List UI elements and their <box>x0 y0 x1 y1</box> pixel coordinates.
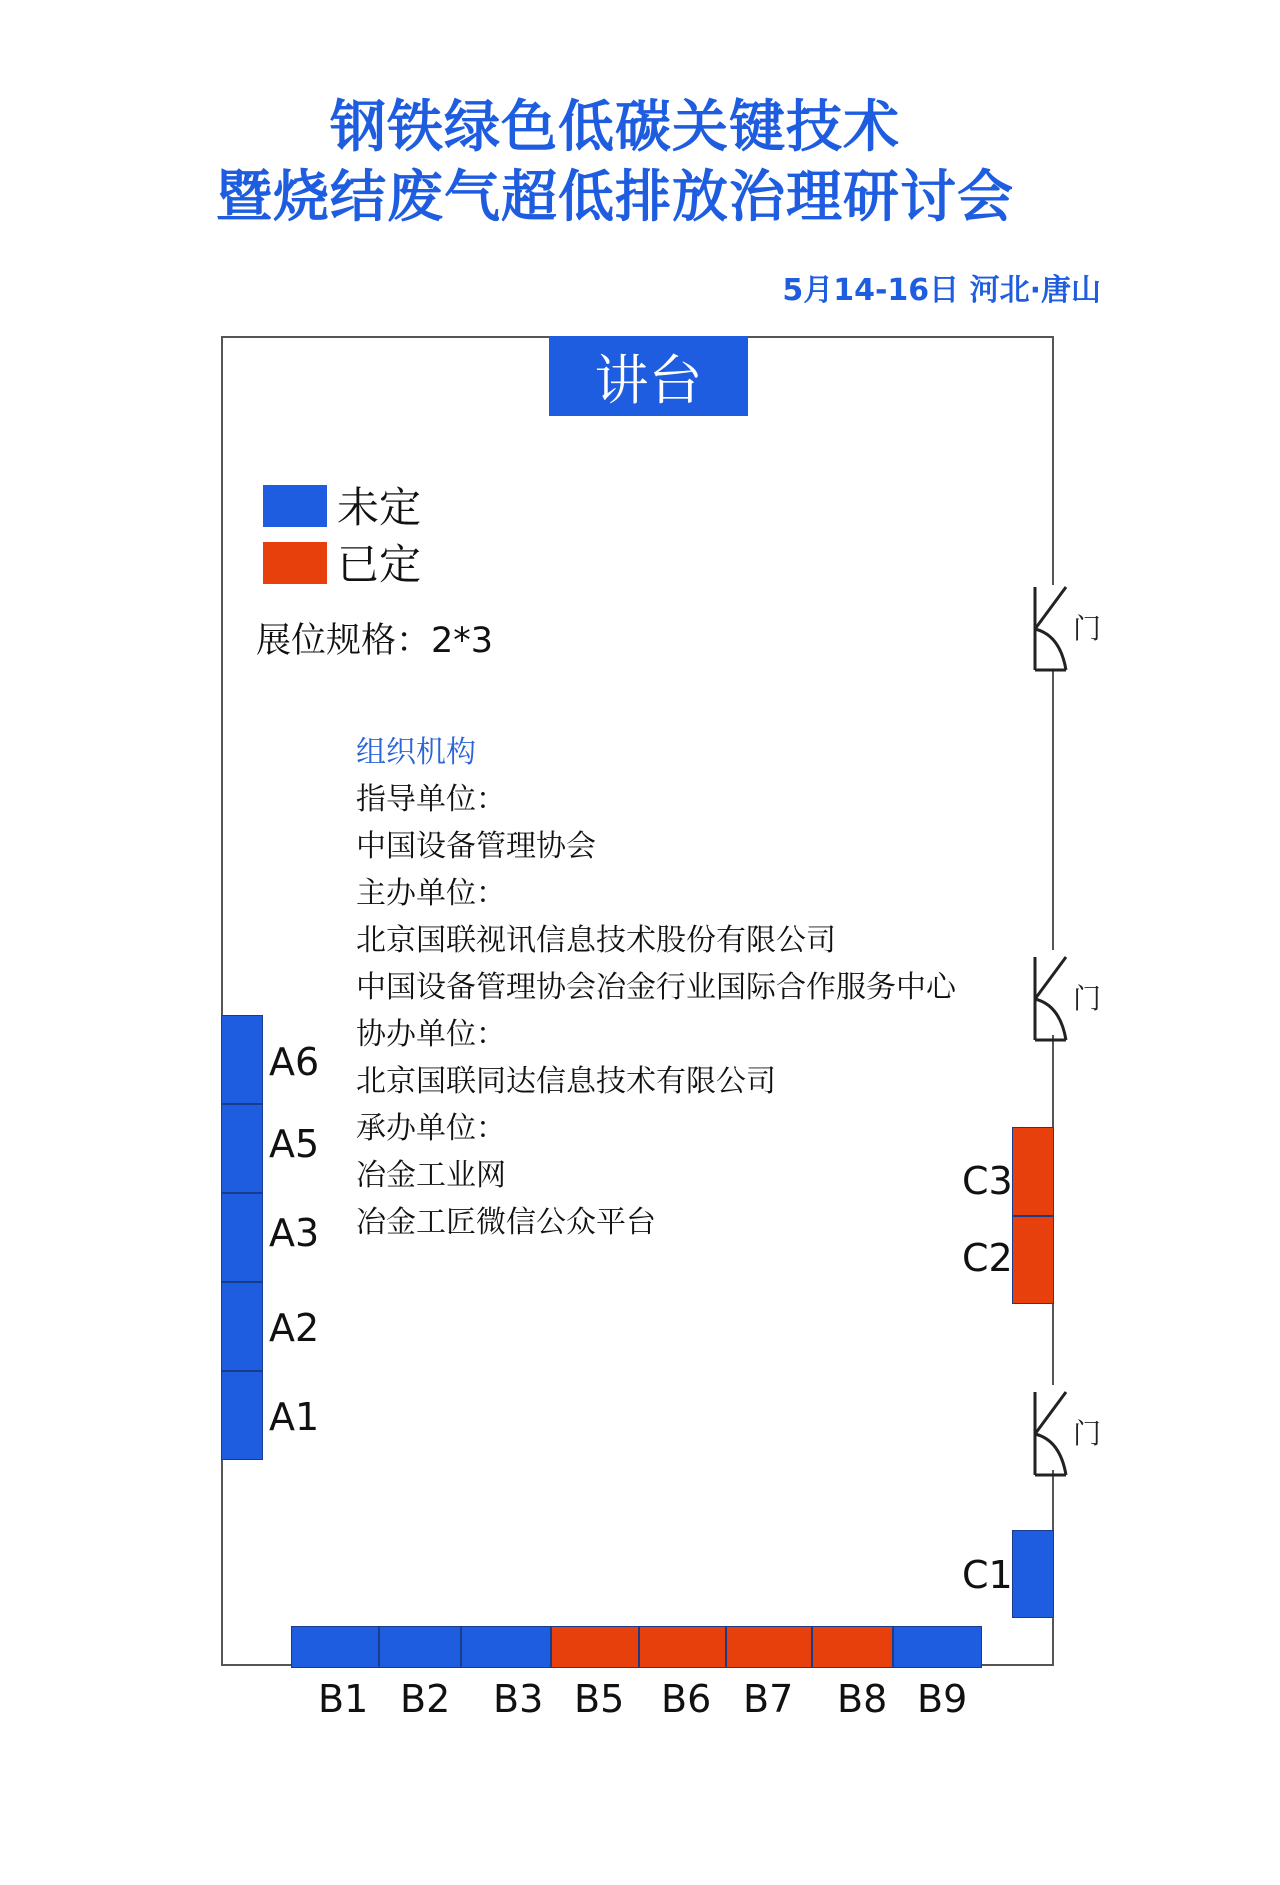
podium: 讲台 <box>549 336 748 416</box>
booth-spec: 展位规格：2*3 <box>256 621 494 661</box>
booth-label-a2: A2 <box>269 1306 320 1350</box>
booth-label-a1: A1 <box>269 1395 320 1439</box>
organizer-unit: 冶金工匠微信公众平台 <box>356 1205 656 1240</box>
door-label: 门 <box>1073 1417 1102 1450</box>
booth-a5[interactable] <box>221 1104 263 1193</box>
booth-a6[interactable] <box>221 1015 263 1104</box>
booth-label-b6: B6 <box>661 1677 712 1721</box>
organizer-label: 承办单位： <box>356 1111 506 1146</box>
booth-label-c1: C1 <box>962 1553 1013 1597</box>
booth-label-c2: C2 <box>962 1236 1013 1280</box>
booth-b7[interactable] <box>726 1626 812 1668</box>
booth-b2[interactable] <box>379 1626 461 1668</box>
door-label: 门 <box>1073 982 1102 1015</box>
booth-c1[interactable] <box>1012 1530 1054 1618</box>
booth-label-b8: B8 <box>837 1677 888 1721</box>
host-unit: 北京国联视讯信息技术股份有限公司 <box>356 923 836 958</box>
booth-b9[interactable] <box>893 1626 982 1668</box>
org-heading: 组织机构 <box>356 735 476 770</box>
booth-b3[interactable] <box>461 1626 551 1668</box>
booth-label-b5: B5 <box>574 1677 625 1721</box>
organizer-unit: 冶金工业网 <box>356 1158 506 1193</box>
booth-label-c3: C3 <box>962 1159 1013 1203</box>
booth-label-a6: A6 <box>269 1040 320 1084</box>
booth-c3[interactable] <box>1012 1127 1054 1216</box>
booth-a3[interactable] <box>221 1193 263 1282</box>
booth-b1[interactable] <box>291 1626 379 1668</box>
door-label: 门 <box>1073 612 1102 645</box>
host-label: 主办单位： <box>356 876 506 911</box>
booth-label-b3: B3 <box>493 1677 544 1721</box>
booth-label-a3: A3 <box>269 1211 320 1255</box>
booth-b8[interactable] <box>812 1626 893 1668</box>
booth-label-b9: B9 <box>917 1677 968 1721</box>
legend-label-booked: 已定 <box>337 540 422 589</box>
guiding-label: 指导单位： <box>356 782 506 817</box>
legend-swatch-undecided <box>263 485 327 527</box>
host-unit: 中国设备管理协会冶金行业国际合作服务中心 <box>356 970 956 1005</box>
legend-label-undecided: 未定 <box>337 483 422 532</box>
booth-c2[interactable] <box>1012 1216 1054 1304</box>
co-organizer-unit: 北京国联同达信息技术有限公司 <box>356 1064 776 1099</box>
booth-label-b1: B1 <box>318 1677 369 1721</box>
co-organizer-label: 协办单位： <box>356 1017 506 1052</box>
booth-a2[interactable] <box>221 1282 263 1371</box>
date-location: 5月14-16日 河北·唐山 <box>782 273 1101 308</box>
guiding-unit: 中国设备管理协会 <box>356 829 596 864</box>
booth-b6[interactable] <box>639 1626 726 1668</box>
booth-label-b2: B2 <box>400 1677 451 1721</box>
booth-b5[interactable] <box>551 1626 639 1668</box>
booth-label-a5: A5 <box>269 1122 320 1166</box>
title-line-2: 暨烧结废气超低排放治理研讨会 <box>216 165 1014 230</box>
title-line-1: 钢铁绿色低碳关键技术 <box>330 95 900 160</box>
booth-label-b7: B7 <box>743 1677 794 1721</box>
legend-swatch-booked <box>263 542 327 584</box>
booth-a1[interactable] <box>221 1371 263 1460</box>
